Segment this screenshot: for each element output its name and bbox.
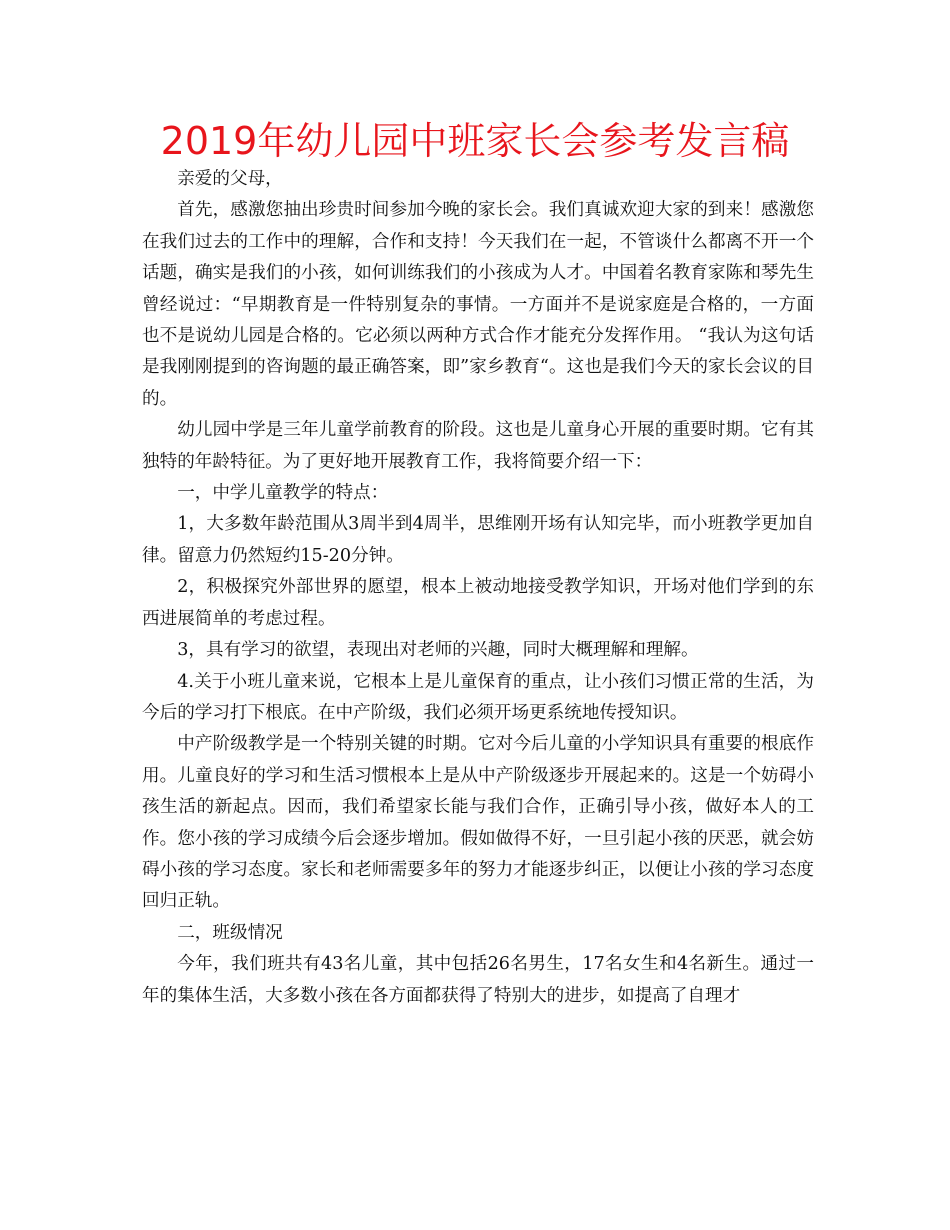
list-item-4: 4.关于小班儿童来说，它根本上是儿童保育的重点，让小孩们习惯正常的生活，为今后的学习打下根底。在中产阶级，我们必须开场更系统地传授知识。: [142, 671, 814, 723]
section-heading-class: 二，班级情况: [177, 922, 283, 943]
paragraph-key-period: 中产阶级教学是一个特别关键的时期。它对今后儿童的小学知识具有重要的根底作用。儿童良好的学习和生活习惯根本上是从中产阶级逐步开展起来的。这是一个妨碍小孩生活的新起点。因而，我们希望家长能与我们合作，正确引导小孩，做好本人的工作。您小孩的学习成绩今后会逐步增加。假如做得不好，一旦引起小孩的厌恶，就会妨碍小孩的学习态度。家长和老师需要多年的努力才能逐步纠正，以便让小孩的学习态度回归正轨。: [142, 734, 814, 912]
document-body: [142, 164, 814, 1012]
section-heading-features: 一，中学儿童教学的特点：: [177, 483, 389, 504]
paragraph-greeting: 亲爱的父母，: [177, 169, 283, 189]
list-item-2: 2，积极探究外部世界的愿望，根本上被动地接受教学知识，开场对他们学到的东西进展简单的考虑过程。: [142, 577, 814, 629]
paragraph-stage: 幼儿园中学是三年儿童学前教育的阶段。这也是儿童身心开展的重要时期。它有其独特的年龄特征。为了更好地开展教育工作，我将简要介绍一下：: [142, 420, 814, 472]
list-item-3: 3，具有学习的欲望，表现出对老师的兴趣，同时大概理解和理解。: [177, 640, 699, 661]
paragraph-class-info: 今年，我们班共有43名儿童，其中包括26名男生，17名女生和4名新生。通过一年的集体生活，大多数小孩在各方面都获得了特别大的进步，如提高了自理才: [142, 954, 814, 1006]
list-item-1: 1，大多数年龄范围从3周半到4周半，思维刚开场有认知完毕，而小班教学更加自律。留意力仍然短约15-20分钟。: [142, 514, 814, 566]
paragraph-intro: 首先，感激您抽出珍贵时间参加今晚的家长会。我们真诚欢迎大家的到来！感激您在我们过去的工作中的理解，合作和支持！今天我们在一起，不管谈什么都离不开一个话题，确实是我们的小孩，如何训练我们的小孩成为人才。中国着名教育家陈和琴先生曾经说过：“早期教育是一件特别复杂的事情。一方面并不是说家庭是合格的，一方面也不是说幼儿园是合格的。它必须以两种方式合作才能充分发挥作用。 “我认为这句话是我刚刚提到的咨询题的最正确答案，即”家乡教育“。这也是我们今天的家长会议的目的。: [142, 200, 814, 409]
document-title: 2019年幼儿园中班家长会参考发言稿: [160, 119, 790, 163]
